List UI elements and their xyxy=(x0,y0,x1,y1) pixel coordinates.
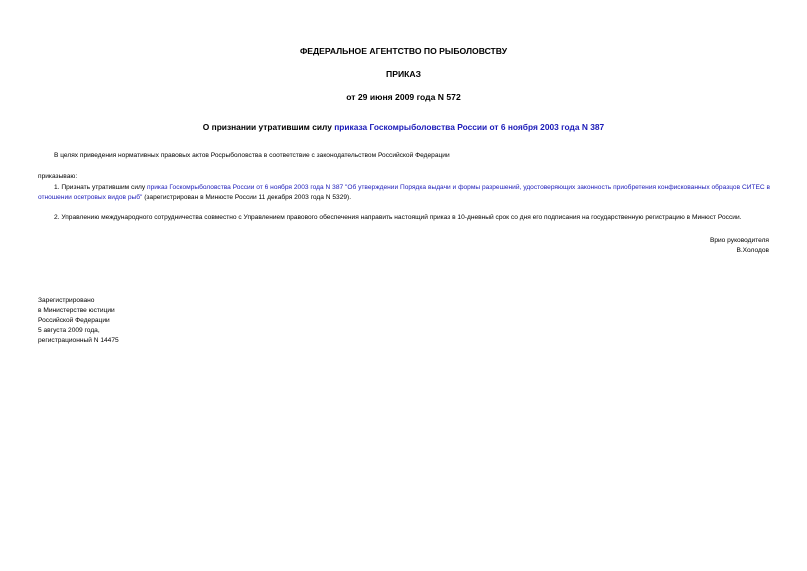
date-number-heading: от 29 июня 2009 года N 572 xyxy=(346,92,461,102)
intro-paragraph: В целях приведения нормативных правовых актов Росрыболовства в соответствие с законодательством Российской Федерации xyxy=(54,152,450,159)
signature-name: В.Холодов xyxy=(736,247,769,254)
decree-word: приказываю: xyxy=(38,173,78,180)
registration-line-5: регистрационный N 14475 xyxy=(38,337,119,344)
registration-line-1: Зарегистрировано xyxy=(38,297,95,304)
title-prefix: О признании утратившим силу xyxy=(202,122,335,132)
title-link[interactable]: приказа Госкомрыболовства России от 6 ноября 2003 года N 387 xyxy=(334,122,605,132)
agency-heading: ФЕДЕРАЛЬНОЕ АГЕНТСТВО ПО РЫБОЛОВСТВУ xyxy=(299,46,508,56)
doc-type-heading: ПРИКАЗ xyxy=(386,69,421,79)
registration-line-4: 5 августа 2009 года, xyxy=(38,327,100,334)
registration-line-2: в Министерстве юстиции xyxy=(38,307,115,314)
item-2-paragraph: 2. Управлению международного сотрудничества совместно с Управлением правового обеспечения направить настоящий приказ в 10-дневный срок со дня его подписания на государственную регистрацию в Минюст России. xyxy=(54,214,742,221)
signature-position: Врио руководителя xyxy=(709,237,769,244)
item-1-link[interactable]: приказ Госкомрыболовства России от 6 ноября 2003 года N 387 "Об утверждении Порядка выдачи и формы разрешений, удостоверяющих законность приобретения конфискованных образцов СИТЕС в отношении осетровых видов рыб" xyxy=(38,184,770,201)
document-title xyxy=(0,122,807,132)
item-1-paragraph xyxy=(38,183,770,203)
item-1-prefix: 1. Признать утратившим силу xyxy=(54,184,147,191)
item-1-suffix: (зарегистрирован в Минюсте России 11 декабря 2003 года N 5329). xyxy=(142,194,352,201)
registration-line-3: Российской Федерации xyxy=(38,317,110,324)
